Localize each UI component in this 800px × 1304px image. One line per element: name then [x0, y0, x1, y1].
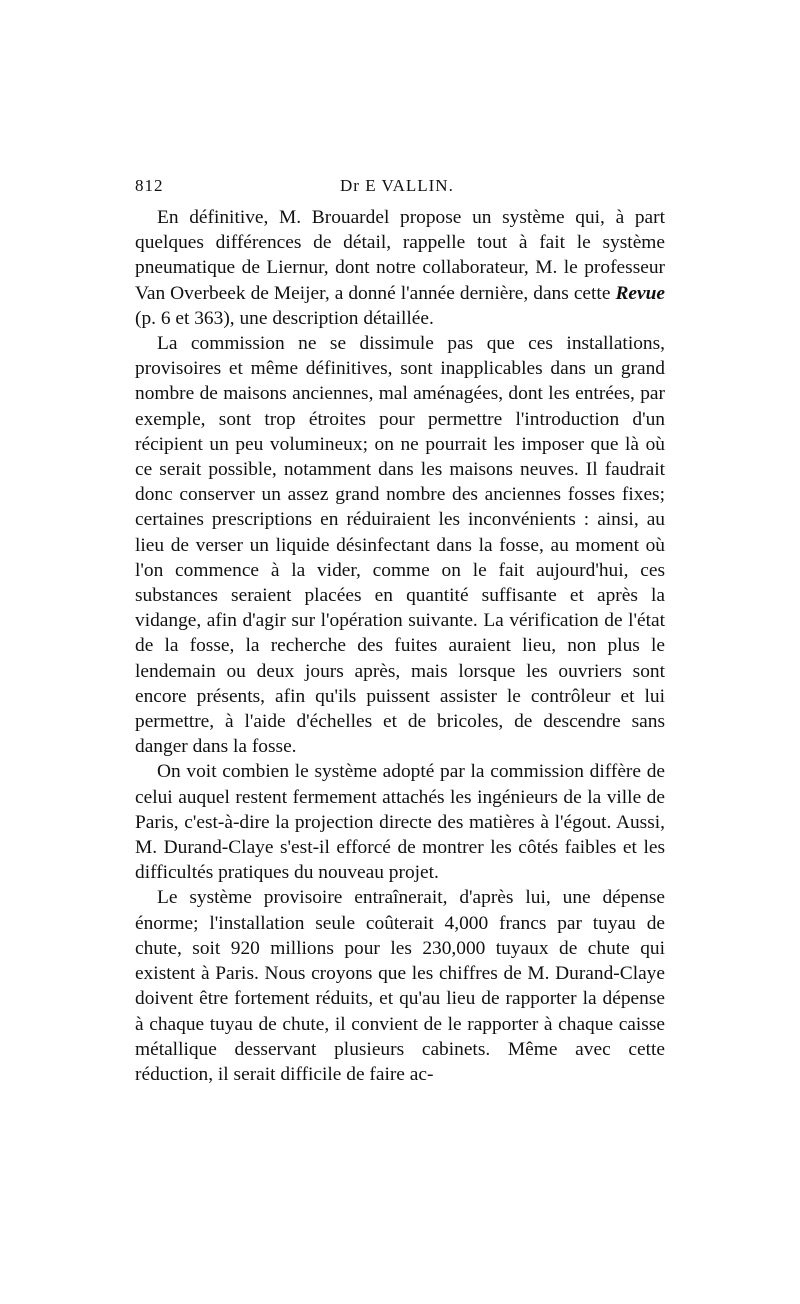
paragraph: On voit combien le système adopté par la commission diffère de celui auquel restent fermement attachés les ingénieurs de la ville de Paris, c'est-à-dire la projection directe des matières à l'égout. Aussi, M. Durand-Claye s'est-il efforcé de montrer les côtés faibles et les difficultés pratiques du nouveau projet. [135, 761, 665, 884]
running-head [135, 176, 665, 198]
running-title: Dr E VALLIN. [340, 176, 454, 195]
paragraph-text: (p. 6 et 363), une description détaillée. [135, 307, 434, 329]
journal-title: Revue [615, 282, 665, 304]
paragraph [135, 205, 665, 331]
paragraph: Le système provisoire entraînerait, d'après lui, une dépense énorme; l'installation seule coûterait 4,000 francs par tuyau de chute, soit 920 millions pour les 230,000 tuyaux de chute qui existent à Paris. Nous croyons que les chiffres de M. Durand-Claye doivent être fortement réduits, et qu'au lieu de rapporter la dépense à chaque tuyau de chute, il convient de le rapporter à chaque caisse métallique desservant plusieurs cabinets. Même avec cette réduction, il serait difficile de faire ac- [135, 887, 665, 1085]
body-text [135, 205, 665, 1087]
paragraph-text: En définitive, M. Brouardel propose un système qui, à part quelques différences de détail, rappelle tout à fait le système pneumatique de Liernur, dont notre collaborateur, M. le professeur Van Overbeek de Meijer, a donné l'année dernière, dans cette [135, 207, 665, 304]
page-number: 812 [135, 176, 164, 195]
paragraph: La commission ne se dissimule pas que ces installations, provisoires et même définitives, sont inapplicables dans un grand nombre de maisons anciennes, mal aménagées, dont les entrées, par exemple, sont trop étroites pour permettre l'introduction d'un récipient un peu volumineux; on ne pourrait les imposer que là où ce serait possible, notamment dans les maisons neuves. Il faudrait donc conserver un assez grand nombre des anciennes fosses fixes; certaines prescriptions en réduiraient les inconvénients : ainsi, au lieu de verser un liquide désinfectant dans la fosse, au moment où l'on commence à la vider, comme on le fait aujourd'hui, ces substances seraient placées en quantité suffisante et après la vidange, afin d'agir sur l'opération suivante. La vérification de l'état de la fosse, la recherche des fuites auraient lieu, non plus le lendemain ou deux jours après, mais lorsque les ouvriers sont encore présents, afin qu'ils puissent assister le contrôleur et lui permettre, à l'aide d'échelles et de bricoles, de descendre sans danger dans la fosse. [135, 333, 665, 758]
